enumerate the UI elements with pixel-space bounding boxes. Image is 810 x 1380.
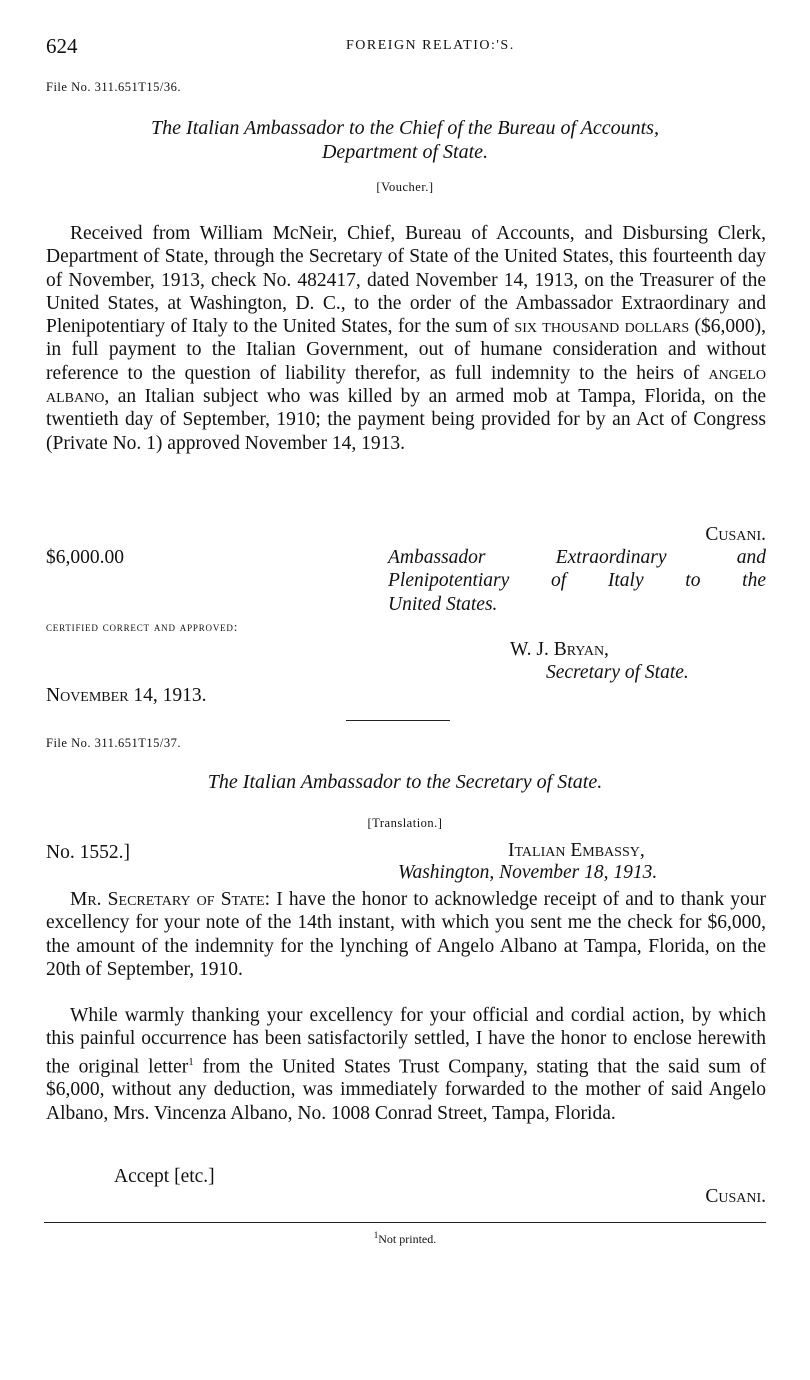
document-title [40, 116, 770, 164]
document-title-line: The Italian Ambassador to the Chief of the Bureau of Accounts, [151, 117, 659, 139]
footnote-rule [44, 1222, 766, 1223]
certification-label: certified correct and approved: [46, 619, 239, 634]
signer-title-line: Ambassador Extraordinary and [388, 547, 766, 568]
running-head [46, 34, 766, 60]
approver-title: Secretary of State. [546, 662, 689, 683]
running-title: FOREIGN RELATIO:'S. [346, 38, 515, 53]
embassy-name: Italian Embassy, [508, 840, 645, 861]
letter-paragraph [46, 888, 766, 981]
body-text: , an Italian subject who was killed by an armed mob at Tampa, Florida, on the twentieth day of September, 1910; the payment being provided for by an Act of Congress (Private No. 1) approved November 14, 1913. [46, 386, 766, 454]
approver-name: W. J. Bryan, [510, 639, 609, 660]
victim-name: angelo albano [46, 362, 766, 408]
voucher-date: November 14, 1913. [46, 685, 207, 706]
dispatch-number: No. 1552.] [46, 842, 130, 863]
signer-title-line: United States. [388, 593, 498, 615]
paragraph-text: from the United States Trust Company, stating that the said sum of $6,000, without any deduction, was immediately forwarded to the mother of said Angelo Albano, Mrs. Vincenza Albano, No. 1008 Conrad Street, Tampa, Florida. [46, 1056, 766, 1124]
body-text: Received from William McNeir, Chief, Bureau of Accounts, and Disbursing Clerk, Department of State, through the Secretary of State of the United States, this fourteenth day of November, 1913, check No. 482417, dated November 14, 1913, on the Treasurer of the United States, at Washington, D. C., to the order of the Ambassador Extraordinary and Plenipotentiary of Italy to the United States, for the sum of [46, 223, 766, 338]
section-divider [346, 720, 450, 721]
dateline: Washington, November 18, 1913. [398, 862, 658, 883]
footnote [0, 1230, 810, 1247]
signer-title [388, 546, 766, 616]
file-number: File No. 311.651T15/36. [46, 80, 181, 94]
body-text: ($6,000), in full payment to the Italian Government, out of humane consideration and without reference to the question of liability therefor, as full indemnity to the heirs of [46, 316, 766, 384]
paragraph-text: While warmly thanking your excellency for your official and cordial action, by which this painful occurrence has been satisfactorily settled, I have the honor to enclose herewith the original letter [46, 1005, 766, 1078]
signer-name: Cusani. [705, 1186, 766, 1207]
salutation: Mr. Secretary of State [70, 889, 265, 910]
document-title: The Italian Ambassador to the Secretary of State. [207, 771, 603, 793]
closing: Accept [etc.] [114, 1166, 215, 1187]
voucher-body [46, 222, 766, 455]
paragraph-text: : I have the honor to acknowledge receipt of and to thank your excellency for your note of the 14th instant, with which you sent me the check for $6,000, the amount of the indemnity for the lynching of Angelo Albano at Tampa, Florida, on the 20th of September, 1910. [46, 889, 766, 980]
amount-in-words: six thousand dollars [514, 316, 690, 338]
page-number: 624 [46, 34, 78, 58]
footnote-text: Not printed. [378, 1232, 437, 1246]
signer-name: Cusani. [705, 524, 766, 545]
translation-label: [Translation.] [367, 816, 443, 830]
document-title-line: Department of State. [321, 141, 489, 163]
signer-title-line: Plenipotentiary of Italy to the [388, 570, 766, 592]
file-number: File No. 311.651T15/37. [46, 736, 181, 750]
footnote-mark: 1 [373, 1230, 379, 1240]
voucher-amount: $6,000.00 [46, 547, 124, 568]
footnote-reference: 1 [188, 1055, 194, 1068]
voucher-label: [Voucher.] [376, 180, 434, 194]
letter-paragraph [46, 1004, 766, 1125]
